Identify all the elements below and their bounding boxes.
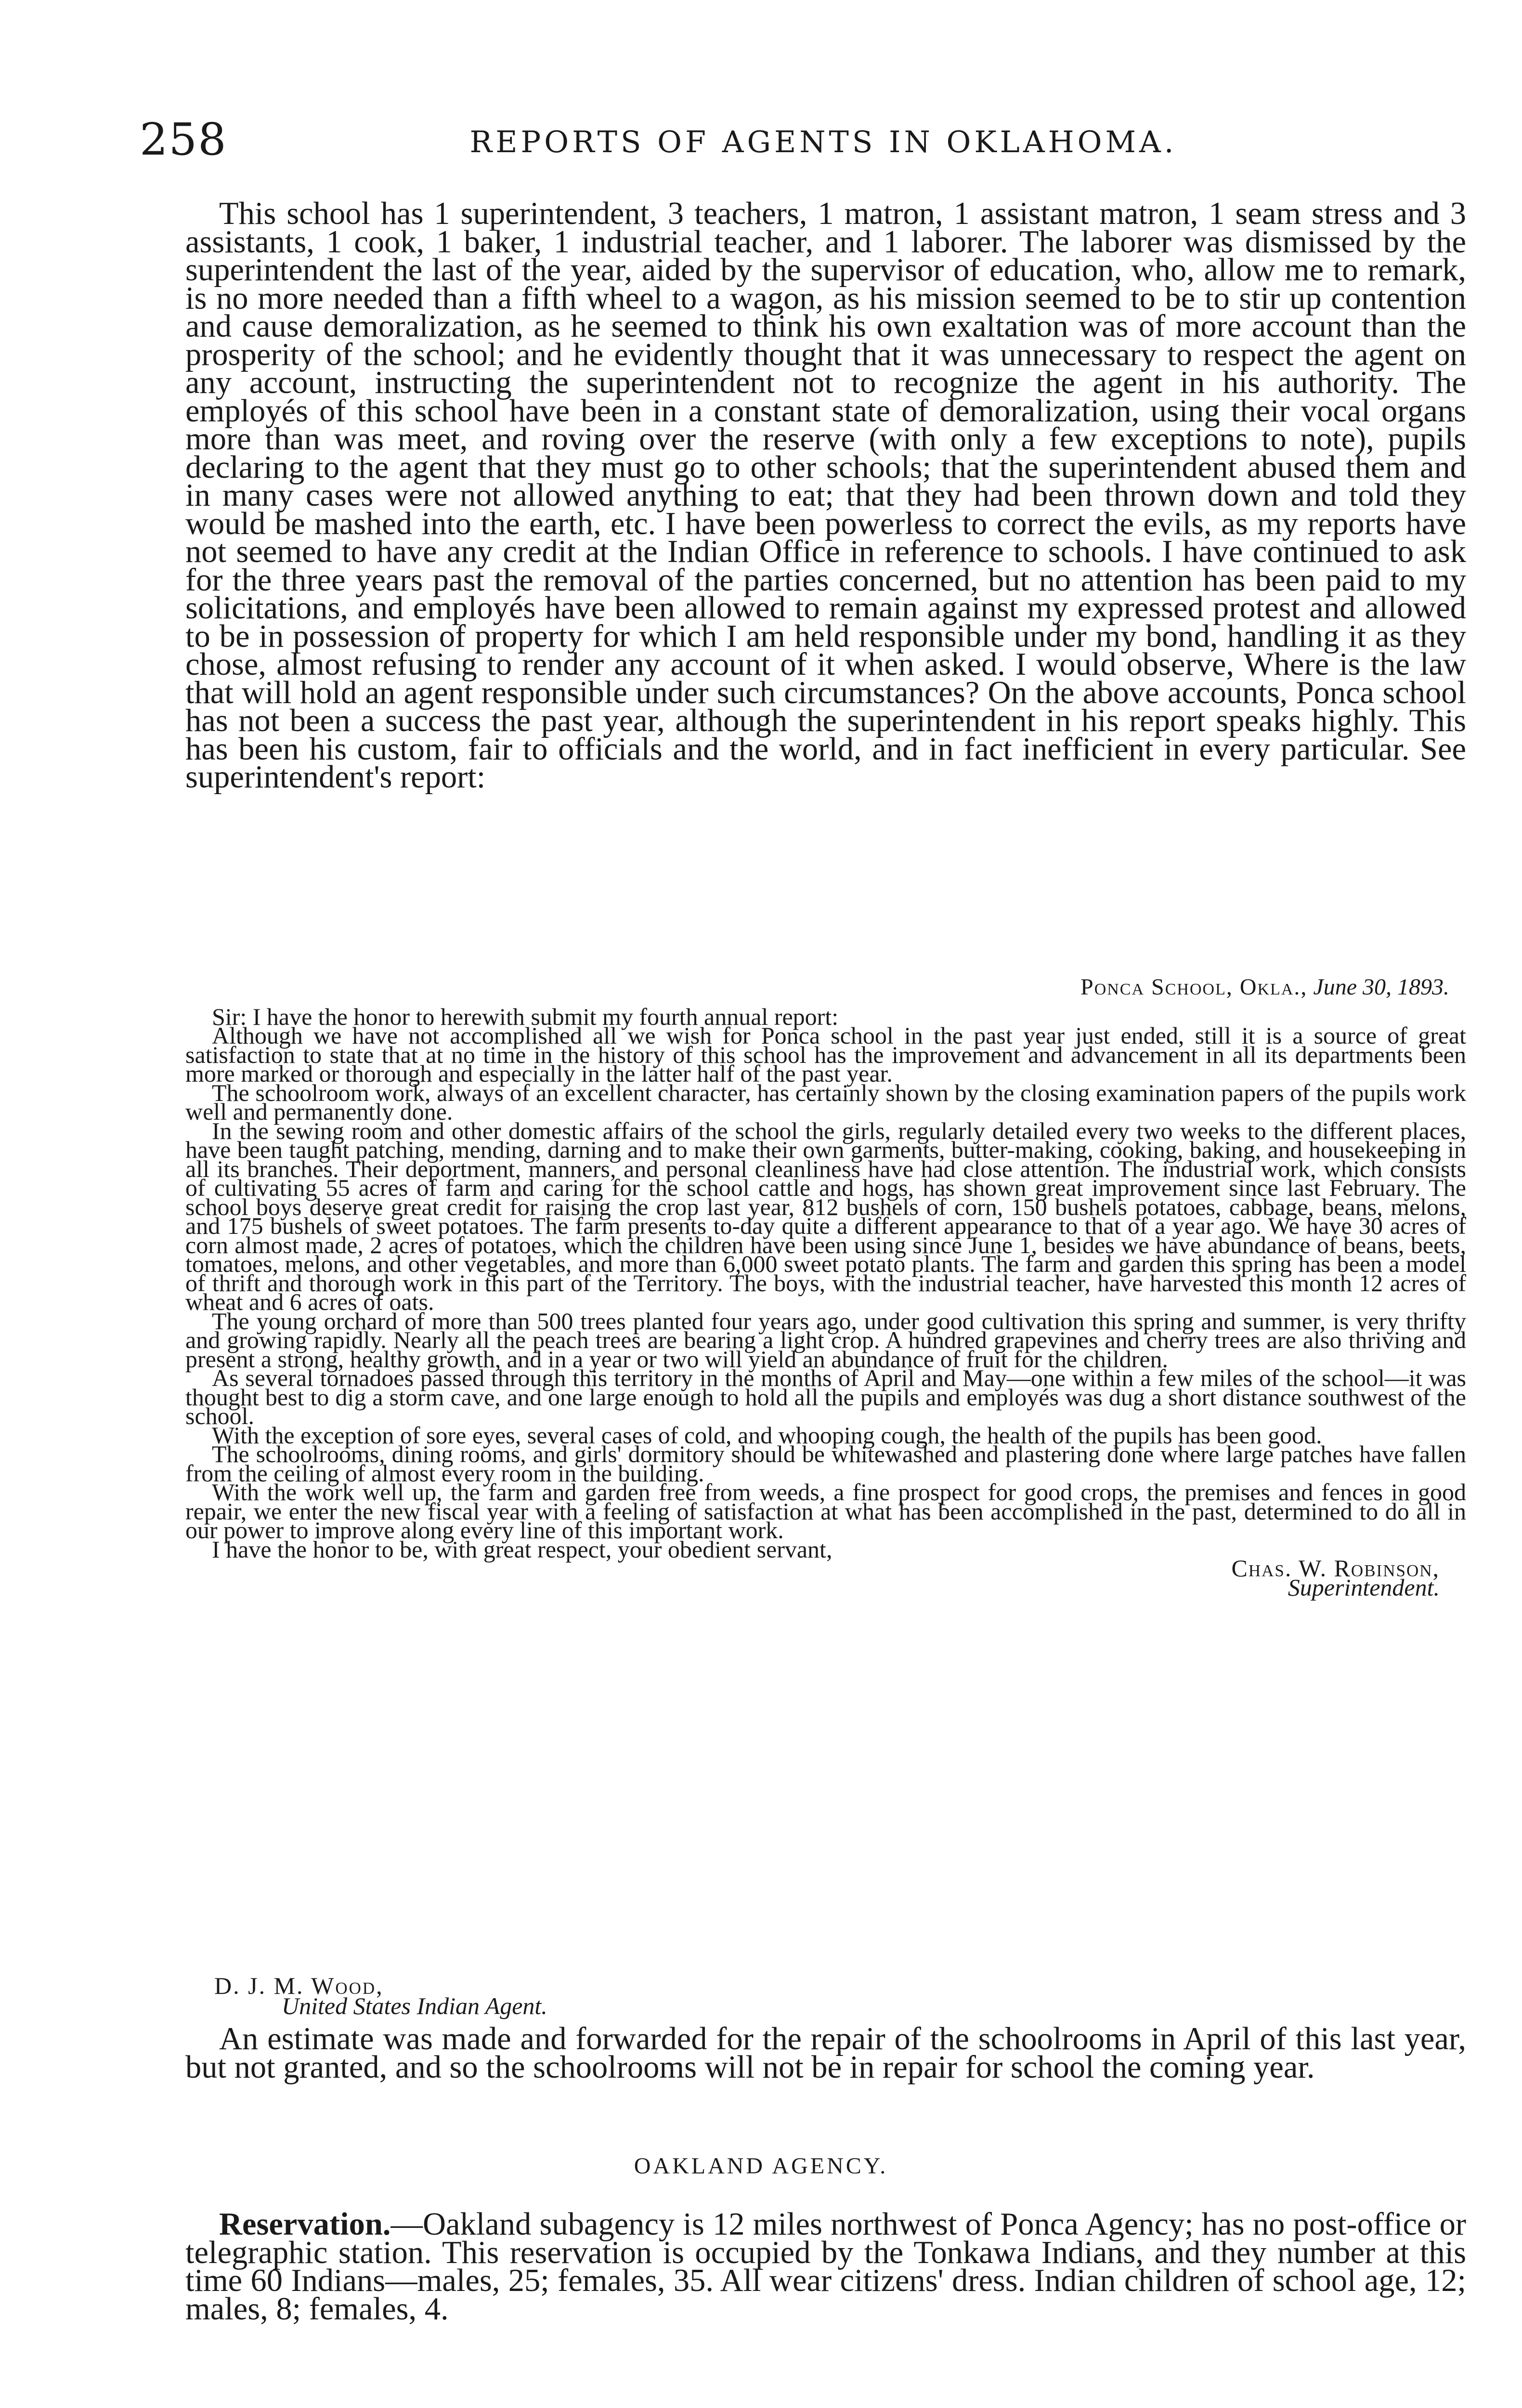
letter-paragraph: With the exception of sore eyes, several cases of cold, and whooping cough, the health of the pupils has been good. bbox=[212, 1421, 1322, 1449]
letter-dateline bbox=[185, 974, 1466, 1000]
section-heading: OAKLAND AGENCY. bbox=[634, 2153, 888, 2179]
dateline-date: June 30, 1893. bbox=[1313, 974, 1449, 1000]
estimate-paragraph: An estimate was made and forwarded for the repair of the schoolrooms in April of this last year, but not granted, and so the schoolrooms will not be in repair for school the coming year. bbox=[185, 2021, 1466, 2085]
reservation-paragraph-block bbox=[185, 2207, 1466, 2327]
page-number: 258 bbox=[140, 114, 227, 165]
signature-name: Chas. W. Robinson, bbox=[1231, 1555, 1440, 1582]
addressee-block bbox=[214, 1972, 547, 2019]
letter-paragraph: In the sewing room and other domestic affairs of the school the girls, regularly detailed every two weeks to the different places, have been taught patching, mending, darning and to make their own garments, butter-making, cooking, baking, and housekeeping in all its branches. Their deportment, manners, and personal cleanliness have had close attention. The industrial work, which consists of cultivating 55 acres of farm and caring for the school cattle and hogs, has shown great improvement since last February. The school boys deserve great credit for raising the crop last year, 812 bushels of corn, 150 bushels potatoes, cabbage, beans, melons, and 175 bushels of sweet potatoes. The farm presents to-day quite a different appearance to that of a year ago. We have 30 acres of corn almost made, 2 acres of potatoes, which the children have been using since June 1, besides we have abundance of beans, beets, tomatoes, melons, and other vegetables, and more than 6,000 sweet potato plants. The farm and garden this spring has been a model of thrift and thorough work in this part of the Territory. The boys, with the industrial teacher, have harvested this month 12 acres of wheat and 6 acres of oats. bbox=[185, 1117, 1466, 1315]
letter-salutation: Sir: I have the honor to herewith submit my fourth annual report: bbox=[212, 1003, 839, 1030]
running-head: REPORTS OF AGENTS IN OKLAHOMA. bbox=[469, 124, 1177, 159]
reservation-text: —Oakland subagency is 12 miles northwest of Ponca Agency; has no post-office or telegraphic station. This reservation is occupied by the Tonkawa Indians, and they number at this time 60 Indians—males, 25; females, 35. All wear citizens' dress. Indian children of school age, 12; males, 8; females, 4. bbox=[185, 2207, 1466, 2327]
letter-paragraph: The schoolroom work, always of an excellent character, has certainly shown by the closing examination papers of the pupils work well and permanently done. bbox=[185, 1079, 1466, 1125]
page-header bbox=[140, 113, 1469, 166]
letter-paragraph: The schoolrooms, dining rooms, and girls' dormitory should be whitewashed and plastering done where large patches have fallen from the ceiling of almost every room in the building. bbox=[185, 1440, 1466, 1487]
letter-signature bbox=[185, 1555, 1466, 1601]
letter-paragraph: Although we have not accomplished all we wish for Ponca school in the past year just ended, still it is a source of great satisfaction to state that at no time in the history of this school has the improvement and advancement in all its departments been more marked or thorough and especially in the latter half of the past year. bbox=[185, 1022, 1466, 1087]
letter-paragraph: With the work well up, the farm and garden free from weeds, a fine prospect for good crops, the premises and fences in good repair, we enter the new fiscal year with a feeling of satisfaction at what has been accomplished in the past, determined to do all in our power to improve along every line of this important work. bbox=[185, 1479, 1466, 1544]
intro-paragraph-block bbox=[185, 196, 1466, 795]
dateline-place: Ponca School, Okla., bbox=[1080, 974, 1308, 1000]
addressee-title: United States Indian Agent. bbox=[282, 1992, 547, 2019]
letter-paragraph: The young orchard of more than 500 trees planted four years ago, under good cultivation this spring and summer, is very thrifty and growing rapidly. Nearly all the peach trees are bearing a light crop. A hundred grapevines and cherry trees are also thriving and present a strong, healthy growth, and in a year or two will yield an abundance of fruit for the children. bbox=[185, 1307, 1466, 1373]
estimate-paragraph-block bbox=[185, 2021, 1466, 2085]
addressee-name: D. J. M. Wood, bbox=[214, 1972, 384, 1999]
signature-title: Superintendent. bbox=[1288, 1573, 1440, 1601]
reservation-run-in-heading: Reservation. bbox=[219, 2207, 391, 2242]
intro-paragraph: This school has 1 superintendent, 3 teachers, 1 matron, 1 assistant matron, 1 seam stress and 3 assistants, 1 cook, 1 baker, 1 industrial teacher, and 1 laborer. The laborer was dismissed by the superintendent the last of the year, aided by the supervisor of education, who, allow me to remark, is no more needed than a fifth wheel to a wagon, as his mission seemed to be to stir up contention and cause demoralization, as he seemed to think his own exaltation was of more account than the prosperity of the school; and he evidently thought that it was unnecessary to respect the agent on any account, instructing the superintendent not to recognize the agent in his authority. The employés of this school have been in a constant state of demoralization, using their vocal organs more than was meet, and roving over the reserve (with only a few exceptions to note), pupils declaring to the agent that they must go to other schools; that the superintendent abused them and in many cases were not allowed anything to eat; that they had been thrown down and told they would be mashed into the earth, etc. I have been powerless to correct the evils, as my reports have not seemed to have any credit at the Indian Office in reference to schools. I have continued to ask for the three years past the removal of the parties concerned, but no attention has been paid to my solicitations, and employés have been allowed to remain against my expressed protest and allowed to be in possession of property for which I am held responsible under my bond, handling it as they chose, almost refusing to render any account of it when asked. I would observe, Where is the law that will hold an agent responsible under such circumstances? On the above accounts, Ponca school has not been a success the past year, although the superintendent in his report speaks highly. This has been his custom, fair to officials and the world, and in fact inefficient in every particular. See superintendent's report: bbox=[185, 196, 1466, 795]
reservation-paragraph bbox=[185, 2207, 1466, 2327]
letter-paragraph: As several tornadoes passed through this territory in the months of April and May—one within a few miles of the school—it was thought best to dig a storm cave, and one large enough to hold all the pupils and employés was dug a short distance southwest of the school. bbox=[185, 1364, 1466, 1429]
superintendent-report-letter bbox=[185, 974, 1466, 1601]
letter-closing: I have the honor to be, with great respect, your obedient servant, bbox=[212, 1535, 833, 1563]
